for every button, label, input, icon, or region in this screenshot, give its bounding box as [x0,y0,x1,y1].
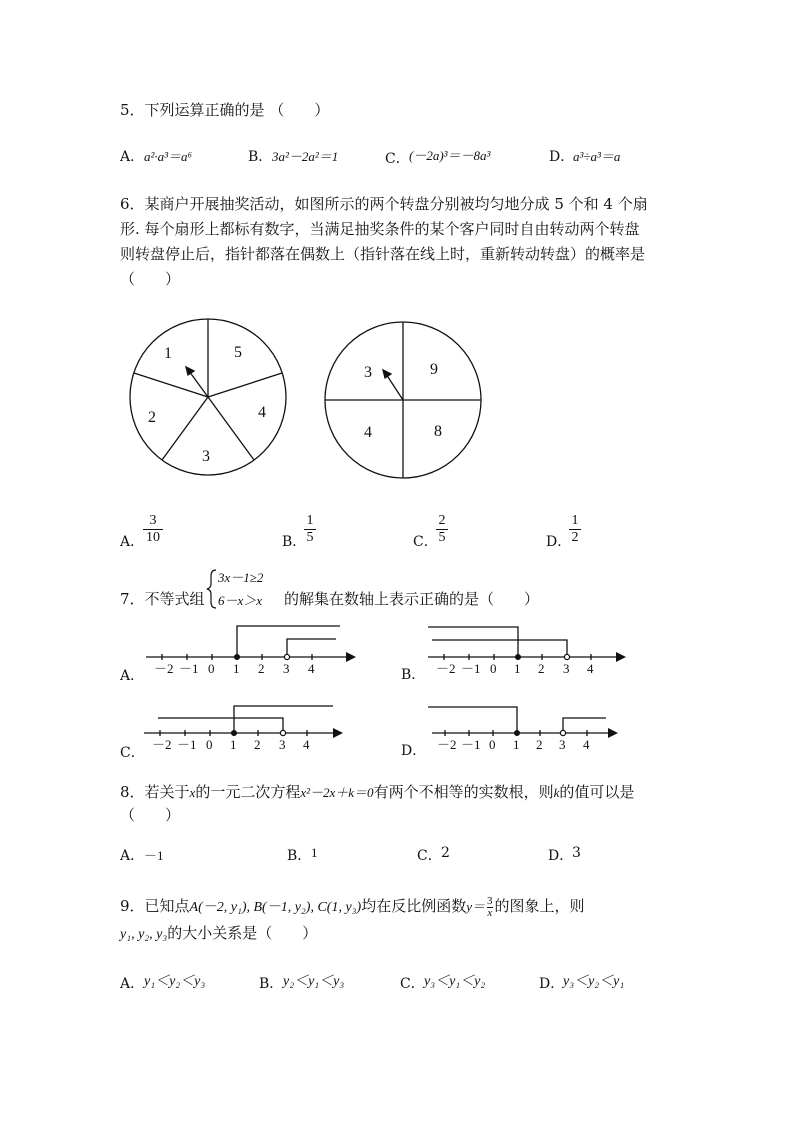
q8-option-a-label: A． [120,848,145,864]
tick-label: 3 [283,661,290,676]
solution-bracket [428,707,517,733]
q7-option-d-label: D． [401,743,427,759]
q8-stem-part: 的值可以是 [559,783,635,801]
solid-dot [232,731,237,736]
q5-stem: 5．下列运算正确的是 （ ） [120,101,330,119]
q7-inequality-1: 3x－1≥2 [218,570,264,585]
q9-option-b-label: B． [259,976,284,992]
wheel2-sector-label: 9 [430,361,438,378]
q9-option-a-expr: y₁＜y₂＜y₃ [144,974,206,989]
q5-option-c-expr: (－2a)³＝－8a³ [409,148,491,163]
solution-bracket [563,718,606,733]
fraction-numerator: 1 [571,513,579,528]
q6-option-b-label: B． [282,534,307,550]
q9-stem-line2 [120,922,317,943]
tick-label: 0 [490,661,497,676]
wheel1-divider [208,373,282,397]
q6-option-b-fraction [304,514,316,545]
hollow-dot [284,654,289,659]
wheel1-sector-label: 2 [148,409,156,426]
fraction-numerator: 2 [438,513,446,528]
fraction-denominator: 10 [146,530,160,545]
tick-label: 4 [587,661,594,676]
tick-label: －1 [177,737,197,752]
fraction-numerator: 3 [149,513,157,528]
q9-stem-part: 的大小关系是（ ） [167,924,318,942]
wheel1-sector-label: 1 [164,345,172,362]
q8-stem-part: 8．若关于 [120,783,190,801]
q8-stem-part: 的一元二次方程 [195,783,301,801]
wheel2-sector-label: 8 [434,423,442,440]
tick-label: －1 [461,661,481,676]
wheel1-sector-label: 5 [234,344,242,361]
tick-label: －1 [179,661,199,676]
tick-label: 3 [559,737,566,752]
q6-option-c-fraction [436,514,448,545]
q6-option-d-label: D． [546,534,572,550]
tick-label: －2 [154,661,174,676]
q8-var-k: k [553,785,560,800]
wheel1-pointer [189,371,208,397]
q6-option-c-label: C． [413,534,438,550]
wheel2-sector-label: 4 [364,424,372,441]
q7-option-b-label: B． [401,667,426,683]
q8-stem [120,781,634,802]
fraction-denominator: 2 [571,530,579,545]
q8-stem-line2: （ ） [120,806,181,824]
q7-inequality-2: 6－x＞x [218,593,263,608]
q5-option-b-label: B． [248,149,273,165]
fraction-denominator: 5 [438,530,446,545]
tick-label: 3 [279,737,286,752]
q8-option-d-value: 3 [572,845,581,861]
wheel1-divider [208,397,254,460]
q9-func-left: y＝ [466,899,486,914]
q7-option-c-label: C． [120,745,145,761]
hollow-dot [564,654,569,659]
tick-label: 0 [206,737,213,752]
q9-option-c-label: C． [400,976,425,992]
q8-option-b-value: 1 [311,845,318,860]
q9-option-c-expr: y₃＜y₁＜y₂ [424,974,486,989]
tick-label: 4 [308,661,315,676]
tick-label: 0 [489,737,496,752]
fraction-numerator: 1 [306,513,314,528]
number-line-c [144,706,343,738]
q6-stem-line2: 形. 每个扇形上都标有数字，当满足抽奖条件的某个客户同时自由转动两个转盘 [120,220,640,238]
tick-label: 2 [258,661,265,676]
q6-option-a-label: A． [120,534,145,550]
q6-option-a-fraction [143,514,163,545]
wheel2-pointer [386,374,403,400]
q5-option-d-label: D． [549,149,575,165]
q8-option-c-label: C． [417,848,442,864]
q9-stem-part: 均在反比例函数 [361,897,467,915]
q7-stem-suffix: 的解集在数轴上表示正确的是（ ） [284,590,540,608]
tick-label: 1 [513,737,520,752]
solution-bracket [432,640,567,657]
tick-label: －2 [152,737,172,752]
solid-dot [515,731,520,736]
q9-option-a-label: A． [120,976,145,992]
wheel2-pointer-arrowhead [383,370,391,378]
axis-arrow-icon [608,728,618,738]
q5-option-b-expr: 3a²－2a²＝1 [272,149,339,164]
tick-label: 2 [538,661,545,676]
q9-option-d-expr: y₃＜y₂＜y₁ [563,974,625,989]
number-line-b [428,627,626,662]
solid-dot [235,655,240,660]
tick-label: 0 [208,661,215,676]
spinner-wheel-4 [325,322,481,478]
q8-option-a-value: －1 [144,848,164,863]
fraction-denominator: 5 [306,530,314,545]
fraction-numerator: 3 [487,894,493,907]
number-line-a [146,626,356,662]
fraction-denominator: x [487,906,493,919]
q9-option-b-expr: y₂＜y₁＜y₃ [283,974,345,989]
tick-label: 4 [303,737,310,752]
solution-bracket [237,626,340,657]
tick-label: 4 [583,737,590,752]
q8-stem-part: 有两个不相等的实数根，则 [373,783,554,801]
tick-label: 2 [536,737,543,752]
q8-option-d-label: D． [548,848,574,864]
q5-option-a-label: A． [120,149,145,165]
q9-stem-part: 的图象上，则 [494,897,585,915]
tick-label: －2 [437,737,457,752]
hollow-dot [280,730,285,735]
q9-stem [120,895,585,919]
q8-option-b-label: B． [287,848,312,864]
q8-option-c-value: 2 [441,845,450,861]
tick-label: 1 [230,737,237,752]
wheel1-sector-label: 4 [258,404,266,421]
tick-label: 2 [254,737,261,752]
q6-stem-line4: （ ） [120,270,181,288]
q6-option-d-fraction [569,514,581,545]
q8-equation: x²－2x＋k＝0 [300,785,374,800]
tick-label: －1 [461,737,481,752]
wheel1-pointer-arrowhead [186,367,194,375]
q7-option-a-label: A． [120,668,145,684]
q9-vars: y₁, y₂, y₃ [120,927,168,942]
tick-label: 1 [514,661,521,676]
axis-arrow-icon [333,728,343,738]
hollow-dot [560,730,565,735]
q9-func-fraction [487,896,493,919]
q6-stem-line3: 则转盘停止后，指针都落在偶数上（指针落在线上时，重新转动转盘）的概率是 [120,245,646,263]
tick-label: 1 [233,661,240,676]
tick-label: －2 [436,661,456,676]
q9-option-d-label: D． [539,976,565,992]
wheel1-divider [134,373,208,397]
system-brace [207,570,216,608]
wheel2-sector-label: 3 [364,364,372,381]
solution-bracket [158,718,283,733]
solution-bracket [428,627,518,657]
q6-stem-line1: 6．某商户开展抽奖活动，如图所示的两个转盘分别被均匀地分成 5 个和 4 个扇 [120,195,648,213]
wheel1-sector-label: 3 [202,448,210,465]
q5-option-a-expr: a²·a³＝a⁶ [144,149,193,164]
q9-points: A(－2, y₁), B(－1, y₂), C(1, y₃) [189,900,362,915]
tick-label: 3 [563,661,570,676]
q9-stem-part: 9．已知点 [120,897,190,915]
axis-arrow-icon [346,652,356,662]
q5-option-d-expr: a³÷a³＝a [573,149,621,164]
q5-option-c-label: C． [385,151,410,167]
q8-var-x: x [189,785,196,800]
solid-dot [516,655,521,660]
number-line-d [428,707,618,738]
q7-stem-prefix: 7．不等式组 [120,590,205,608]
axis-arrow-icon [616,652,626,662]
